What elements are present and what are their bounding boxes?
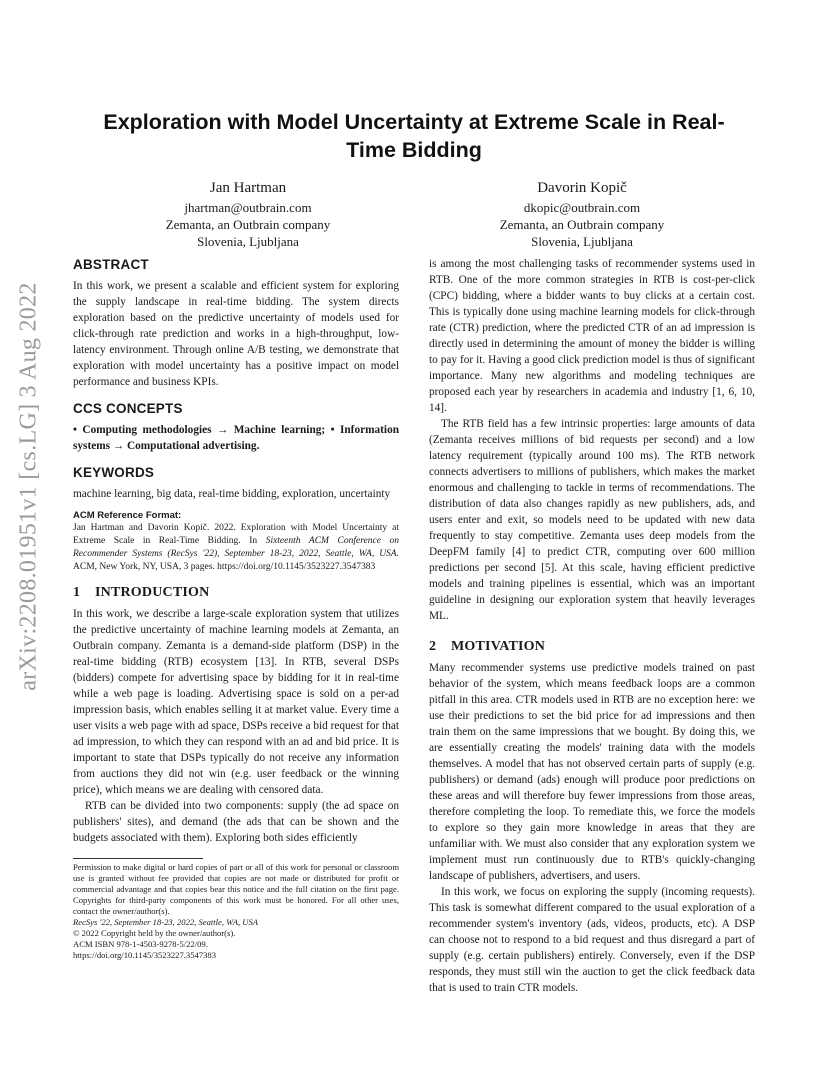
motivation-paragraph: Many recommender systems use predictive models trained on past behavior of the system, which means feedback loops are a common pitfall in this area. CTR models used in RTB are no exception here: we use their predictions to set the bid price for ad impressions and then train them on the same impressions that we bought. By doing this, we are essentially creating the models' training data with the models themselves. A model that has not observed certain parts of supply (e.g. publishers) or demand (ads) enough will produce poor predictions on these areas and will therefore buy fewer impressions from those areas, therefore completing the loop. To remediate this, we force the models to explore so they gain more knowledge in areas that they are unfamiliar with. We must also consider that any exploration system we implement must run continuously due to RTB's quickly-changing landscape of publishers, advertisers, and users. [429, 662, 755, 882]
right-column [429, 256, 755, 996]
section-number: 1 [73, 585, 81, 600]
ccs-heading: CCS CONCEPTS [73, 401, 183, 416]
motivation-paragraph: In this work, we focus on exploring the supply (incoming requests). This task is somewhat different compared to the usual exploration of a recommender system's inventory (ads, videos, products, etc). A DSP can choose not to respond to a bid request and thus disregard a part of supply (e.g. certain publishers) entirely. Conversely, even if the DSP responds, they must still win the auction to get the click feedback data that is used to train CTR models. [429, 886, 755, 994]
arxiv-stamp [10, 262, 48, 710]
permission-notice: Permission to make digital or hard copies of part or all of this work for personal or classroom use is granted without fee provided that copies are not made or distributed for profit or commercial advantage and that copies bear this notice and the full citation on the first page. Copyrights for third-party components of this work must be honored. For all other uses, contact the owner/author(s). [73, 862, 399, 916]
introduction-paragraph: RTB can be divided into two components: supply (the ad space on publishers' sites), and demand (the ads that can be shown and the budgets associated with them). Exploring both sides efficiently [73, 800, 399, 844]
author-email: jhartman@outbrain.com [184, 200, 312, 215]
permission-footnote [73, 862, 399, 961]
conference-info: RecSys '22, September 18-23, 2022, Seattle, WA, USA [73, 917, 259, 927]
section-title: INTRODUCTION [95, 585, 210, 600]
author-affiliation: Zemanta, an Outbrain company [499, 217, 665, 232]
abstract-heading: ABSTRACT [73, 257, 149, 272]
acm-reference-heading: ACM Reference Format: [73, 510, 182, 521]
abstract-text: In this work, we present a scalable and efficient system for exploring the supply landscape in real-time bidding. The system directs exploration based on the predictive uncertainty of models used for click-through rate prediction and works in a high-throughput, low-latency environment. Through online A/B testing, we demonstrate that exploration with model uncertainty has a positive impact on model performance and business KPIs. [73, 280, 399, 388]
footnote-divider [73, 858, 203, 859]
acm-reference-text [73, 522, 399, 574]
section-title: MOTIVATION [451, 639, 546, 654]
motivation-heading [429, 638, 755, 656]
acm-reference-part: ACM, New York, NY, USA, 3 pages. https://doi.org/10.1145/3523227.3547383 [73, 562, 376, 572]
introduction-paragraph: In this work, we describe a large-scale exploration system that utilizes the predictive uncertainty of machine learning models at Zemanta, an Outbrain company. Zemanta is a demand-side platform (DSP) in the real-time bidding (RTB) ecosystem [13]. In RTB, several DSPs (bidders) compete for advertising space by bidding for it in real-time while a web page is loading. Advertising space is sold on a per-ad impression basis, which enables selling it at market value. Every time a user visits a web page with ad space, DSPs receive a bid request for that ad impression, to which they can respond with an ad and bid price. It is important to state that DSPs typically do not receive any information from auctions they did not win (e.g. user feedback or the winning price), which means we are dealing with censored data. [73, 608, 399, 796]
paper-title: Exploration with Model Uncertainty at Extreme Scale in Real-Time Bidding [103, 110, 725, 162]
acm-reference-part: Jan Hartman and Davorin Kopič. 2022. Exploration with Model Uncertainty at Extreme Scale in Real-Time Bidding. In [73, 523, 399, 546]
author-block-2 [452, 178, 712, 250]
keywords-heading: KEYWORDS [73, 465, 155, 480]
copyright-line: © 2022 Copyright held by the owner/author(s). [73, 928, 236, 938]
ccs-text: • Computing methodologies → Machine learning; • Information systems → Computational advertising. [73, 424, 399, 452]
arxiv-identifier: arXiv:2208.01951v1 [cs.LG] 3 Aug 2022 [15, 281, 42, 691]
author-location: Slovenia, Ljubljana [197, 234, 299, 249]
introduction-paragraph: is among the most challenging tasks of recommender systems used in RTB. One of the more common strategies in RTB is cost-per-click (CPC) bidding, where a bidder wants to buy clicks at a certain cost. This is typically done using machine learning models for click-through rate (CTR) prediction, where the predicted CTR of an ad impression is directly used in determining the amount of money the bidder is willing to pay for it. Having a good click prediction model is thus of significant importance. Many new algorithms and modeling techniques are proposed each year by researchers in academia and industry [1, 6, 10, 14]. [429, 258, 755, 414]
left-column [73, 256, 399, 846]
isbn-line: ACM ISBN 978-1-4503-9278-5/22/09. [73, 939, 208, 949]
author-block-1 [118, 178, 378, 250]
author-affiliation: Zemanta, an Outbrain company [165, 217, 331, 232]
introduction-paragraph: The RTB field has a few intrinsic properties: large amounts of data (Zemanta receives millions of bid requests per second) and a low latency requirement (typically around 100 ms). The RTB network connects advertisers to millions of publishers, which makes the market enormous and challenging to tackle in terms of recommendations. The distribution of data also changes rapidly as new publishers, ads, and users enter and exit, so models need to be updated with new data frequently to stay competitive. Zemanta uses deep models from the DeepFM family [4] to predict CTR, computing over 600 million predictions per second [5]. At this scale, having efficient predictive models and training pipelines is essential, which was an important guideline in designing our exploration system that heavily leverages ML. [429, 418, 755, 622]
author-name: Davorin Kopič [537, 180, 627, 196]
introduction-heading [73, 584, 399, 602]
author-email: dkopic@outbrain.com [523, 200, 641, 215]
section-number: 2 [429, 639, 437, 654]
author-name: Jan Hartman [209, 180, 287, 196]
keywords-text: machine learning, big data, real-time bidding, exploration, uncertainty [73, 488, 391, 500]
acm-reference-venue: Sixteenth ACM Conference on Recommender Systems (RecSys '22), September 18-23, 2022, Seattle, WA, USA. [73, 536, 399, 559]
author-location: Slovenia, Ljubljana [531, 234, 633, 249]
doi-link[interactable]: https://doi.org/10.1145/3523227.3547383 [73, 950, 216, 960]
